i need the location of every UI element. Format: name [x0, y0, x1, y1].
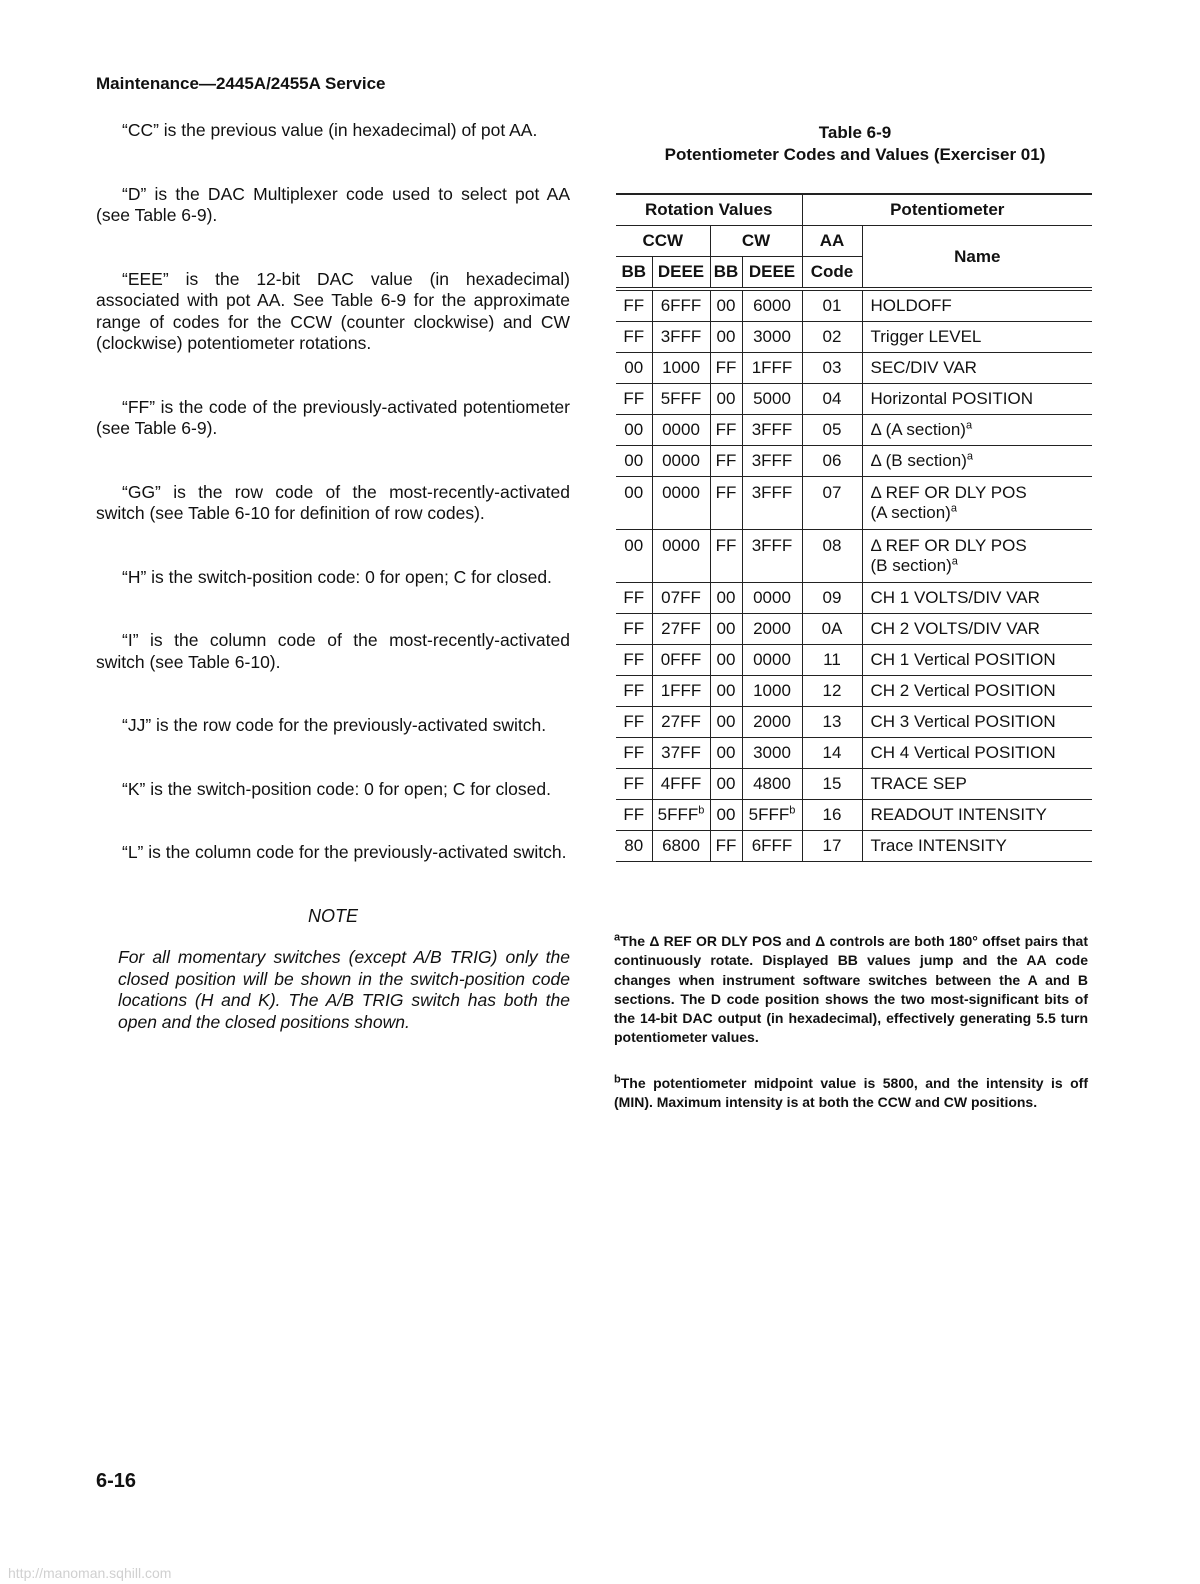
cell-ccw-bb: FF: [616, 614, 652, 645]
paragraph: “CC” is the previous value (in hexadecimal) of pot AA.: [122, 120, 538, 140]
cell-ccw-bb: FF: [616, 289, 652, 322]
cell-name: READOUT INTENSITY: [862, 800, 1092, 831]
cell-ccw-deee: 6800: [652, 831, 710, 862]
cell-cw-deee: 3FFF: [742, 446, 802, 477]
cell-name: SEC/DIV VAR: [862, 353, 1092, 384]
header-ccw-bb: BB: [616, 257, 652, 290]
table-row: [616, 676, 1092, 707]
table-row: [616, 800, 1092, 831]
cell-cw-deee: 3FFF: [742, 530, 802, 583]
note-title: NOTE: [307, 905, 358, 926]
cell-name: Horizontal POSITION: [862, 384, 1092, 415]
table-row: [616, 530, 1092, 583]
cell-ccw-deee: 6FFF: [652, 289, 710, 322]
cell-code: 13: [802, 707, 862, 738]
table-body: [616, 289, 1092, 862]
page-number: 6-16: [96, 1470, 137, 1492]
paragraph: “GG” is the row code of the most-recently-activated switch (see Table 6-10 for definition of row codes).: [96, 481, 570, 523]
cell-cw-bb: FF: [710, 446, 742, 477]
cell-code: 15: [802, 769, 862, 800]
cell-code: 12: [802, 676, 862, 707]
cell-code: 01: [802, 289, 862, 322]
cell-code: 02: [802, 322, 862, 353]
cell-cw-bb: FF: [710, 353, 742, 384]
footnote-b-mark: b: [614, 1073, 621, 1086]
cell-code: 14: [802, 738, 862, 769]
table-row: [616, 353, 1092, 384]
cell-name: Δ (A section)$^a$: [862, 415, 1092, 446]
header-code: Code: [802, 257, 862, 290]
cell-cw-deee: 2000: [742, 614, 802, 645]
cell-ccw-deee: 0000: [652, 446, 710, 477]
table-caption: [616, 122, 1094, 166]
cell-ccw-bb: FF: [616, 322, 652, 353]
watermark-url: http://manoman.sqhill.com: [8, 1565, 172, 1581]
cell-name: TRACE SEP: [862, 769, 1092, 800]
cell-ccw-deee: 5FFF$^b$: [652, 800, 710, 831]
cell-cw-deee: 3FFF: [742, 477, 802, 530]
header-cw-bb: BB: [710, 257, 742, 290]
cell-cw-deee: 2000: [742, 707, 802, 738]
cell-cw-bb: 00: [710, 738, 742, 769]
cell-ccw-deee: 0FFF: [652, 645, 710, 676]
cell-ccw-deee: 0000: [652, 415, 710, 446]
cell-cw-deee: 5FFF$^b$: [742, 800, 802, 831]
cell-name: Δ REF OR DLY POS (B section)$^a$: [862, 530, 1092, 583]
cell-cw-bb: 00: [710, 289, 742, 322]
table-row: [616, 322, 1092, 353]
cell-ccw-deee: 27FF: [652, 707, 710, 738]
cell-cw-deee: 3FFF: [742, 415, 802, 446]
table-title: Potentiometer Codes and Values (Exerciser 01): [664, 145, 1046, 164]
left-column: [96, 120, 570, 1033]
running-header: Maintenance—2445A/2455A Service: [96, 74, 386, 93]
table-row: [616, 769, 1092, 800]
header-cw-deee: DEEE: [742, 257, 802, 290]
cell-name: Δ REF OR DLY POS (A section)$^a$: [862, 477, 1092, 530]
paragraph: “FF” is the code of the previously-activated potentiometer (see Table 6-9).: [96, 396, 570, 438]
cell-ccw-bb: FF: [616, 645, 652, 676]
cell-cw-bb: FF: [710, 530, 742, 583]
cell-ccw-deee: 1000: [652, 353, 710, 384]
header-rotation-values: Rotation Values: [616, 194, 802, 226]
cell-ccw-bb: 00: [616, 415, 652, 446]
table-row: [616, 831, 1092, 862]
cell-name: Trace INTENSITY: [862, 831, 1092, 862]
cell-ccw-deee: 27FF: [652, 614, 710, 645]
cell-cw-bb: 00: [710, 583, 742, 614]
cell-cw-deee: 1FFF: [742, 353, 802, 384]
cell-ccw-deee: 37FF: [652, 738, 710, 769]
cell-cw-bb: FF: [710, 415, 742, 446]
table-row: [616, 583, 1092, 614]
cell-code: 16: [802, 800, 862, 831]
cell-ccw-bb: FF: [616, 738, 652, 769]
footnote-b-text: The potentiometer midpoint value is 5800, and the intensity is off (MIN). Maximum intensity is at both the CCW and CW positions.: [614, 1074, 1088, 1111]
cell-code: 09: [802, 583, 862, 614]
cell-cw-bb: 00: [710, 645, 742, 676]
table-row: [616, 384, 1092, 415]
note-body: For all momentary switches (except A/B TRIG) only the closed position will be shown in the switch-position code locations (H and K). The A/B TRIG switch has both the open and the closed positions shown.: [118, 947, 570, 1032]
cell-cw-bb: FF: [710, 831, 742, 862]
cell-ccw-bb: FF: [616, 769, 652, 800]
cell-ccw-deee: 1FFF: [652, 676, 710, 707]
potentiometer-table: [616, 193, 1092, 862]
header-aa: AA: [802, 226, 862, 257]
cell-cw-deee: 0000: [742, 645, 802, 676]
cell-code: 04: [802, 384, 862, 415]
cell-code: 11: [802, 645, 862, 676]
cell-cw-deee: 6FFF: [742, 831, 802, 862]
table-row: [616, 415, 1092, 446]
table-row: [616, 446, 1092, 477]
cell-cw-bb: FF: [710, 477, 742, 530]
header-cw: CW: [710, 226, 802, 257]
cell-cw-deee: 4800: [742, 769, 802, 800]
cell-ccw-deee: 5FFF: [652, 384, 710, 415]
table-row: [616, 707, 1092, 738]
cell-code: 03: [802, 353, 862, 384]
cell-ccw-deee: 0000: [652, 530, 710, 583]
paragraph: “EEE” is the 12-bit DAC value (in hexadecimal) associated with pot AA. See Table 6-9 for the approximate range of codes for the CCW (counter clockwise) and CW (clockwise) potentiometer rotations.: [96, 268, 570, 353]
cell-ccw-bb: FF: [616, 707, 652, 738]
table-row: [616, 645, 1092, 676]
paragraph: “L” is the column code for the previously-activated switch.: [122, 842, 567, 862]
cell-cw-bb: 00: [710, 384, 742, 415]
cell-name: CH 2 VOLTS/DIV VAR: [862, 614, 1092, 645]
header-name: Name: [862, 226, 1092, 290]
cell-name: CH 1 VOLTS/DIV VAR: [862, 583, 1092, 614]
footnote-b: [614, 1074, 1088, 1113]
cell-code: 06: [802, 446, 862, 477]
paragraph: “I” is the column code of the most-recently-activated switch (see Table 6-10).: [96, 630, 570, 672]
header-potentiometer: Potentiometer: [802, 194, 1092, 226]
footnote-a: [614, 932, 1088, 1048]
cell-ccw-bb: FF: [616, 384, 652, 415]
paragraph: “K” is the switch-position code: 0 for open; C for closed.: [122, 778, 551, 799]
cell-name: CH 2 Vertical POSITION: [862, 676, 1092, 707]
cell-code: 0A: [802, 614, 862, 645]
cell-name: CH 4 Vertical POSITION: [862, 738, 1092, 769]
cell-cw-bb: 00: [710, 707, 742, 738]
paragraph: “D” is the DAC Multiplexer code used to select pot AA (see Table 6-9).: [96, 183, 570, 225]
table-row: [616, 477, 1092, 530]
cell-ccw-bb: 00: [616, 477, 652, 530]
cell-ccw-bb: 00: [616, 353, 652, 384]
cell-name: CH 3 Vertical POSITION: [862, 707, 1092, 738]
cell-code: 08: [802, 530, 862, 583]
paragraph: “JJ” is the row code for the previously-activated switch.: [122, 715, 547, 735]
cell-ccw-deee: 3FFF: [652, 322, 710, 353]
cell-ccw-bb: FF: [616, 583, 652, 614]
cell-name: CH 1 Vertical POSITION: [862, 645, 1092, 676]
cell-name: HOLDOFF: [862, 289, 1092, 322]
table-row: [616, 289, 1092, 322]
cell-ccw-bb: FF: [616, 676, 652, 707]
cell-ccw-bb: FF: [616, 800, 652, 831]
cell-code: 17: [802, 831, 862, 862]
header-ccw-deee: DEEE: [652, 257, 710, 290]
cell-ccw-bb: 00: [616, 530, 652, 583]
cell-name: Trigger LEVEL: [862, 322, 1092, 353]
cell-cw-deee: 1000: [742, 676, 802, 707]
cell-ccw-deee: 07FF: [652, 583, 710, 614]
table-number: Table 6-9: [818, 123, 892, 142]
cell-code: 07: [802, 477, 862, 530]
cell-cw-bb: 00: [710, 769, 742, 800]
cell-cw-deee: 3000: [742, 738, 802, 769]
cell-code: 05: [802, 415, 862, 446]
cell-cw-bb: 00: [710, 614, 742, 645]
cell-ccw-bb: 00: [616, 446, 652, 477]
footnote-a-text: The Δ REF OR DLY POS and Δ controls are both 180° offset pairs that continuously rotate. Displayed BB values jump and the AA code changes when instrument software switches between the A and B sections. The D code position shows the two most-significant bits of the 14-bit DAC output (in hexadecimal), effectively generating 5.5 turn potentiometer values.: [614, 933, 1088, 1046]
cell-cw-bb: 00: [710, 322, 742, 353]
cell-ccw-deee: 4FFF: [652, 769, 710, 800]
paragraph: “H” is the switch-position code: 0 for open; C for closed.: [122, 566, 552, 587]
footnote-a-mark: a: [614, 931, 621, 944]
table-row: [616, 614, 1092, 645]
cell-cw-deee: 6000: [742, 289, 802, 322]
header-ccw: CCW: [616, 226, 710, 257]
cell-cw-bb: 00: [710, 800, 742, 831]
cell-name: Δ (B section)$^a$: [862, 446, 1092, 477]
cell-cw-deee: 3000: [742, 322, 802, 353]
table-row: [616, 738, 1092, 769]
cell-ccw-deee: 0000: [652, 477, 710, 530]
cell-cw-deee: 0000: [742, 583, 802, 614]
table-footnotes: [614, 932, 1088, 1138]
cell-cw-bb: 00: [710, 676, 742, 707]
cell-ccw-bb: 80: [616, 831, 652, 862]
cell-cw-deee: 5000: [742, 384, 802, 415]
